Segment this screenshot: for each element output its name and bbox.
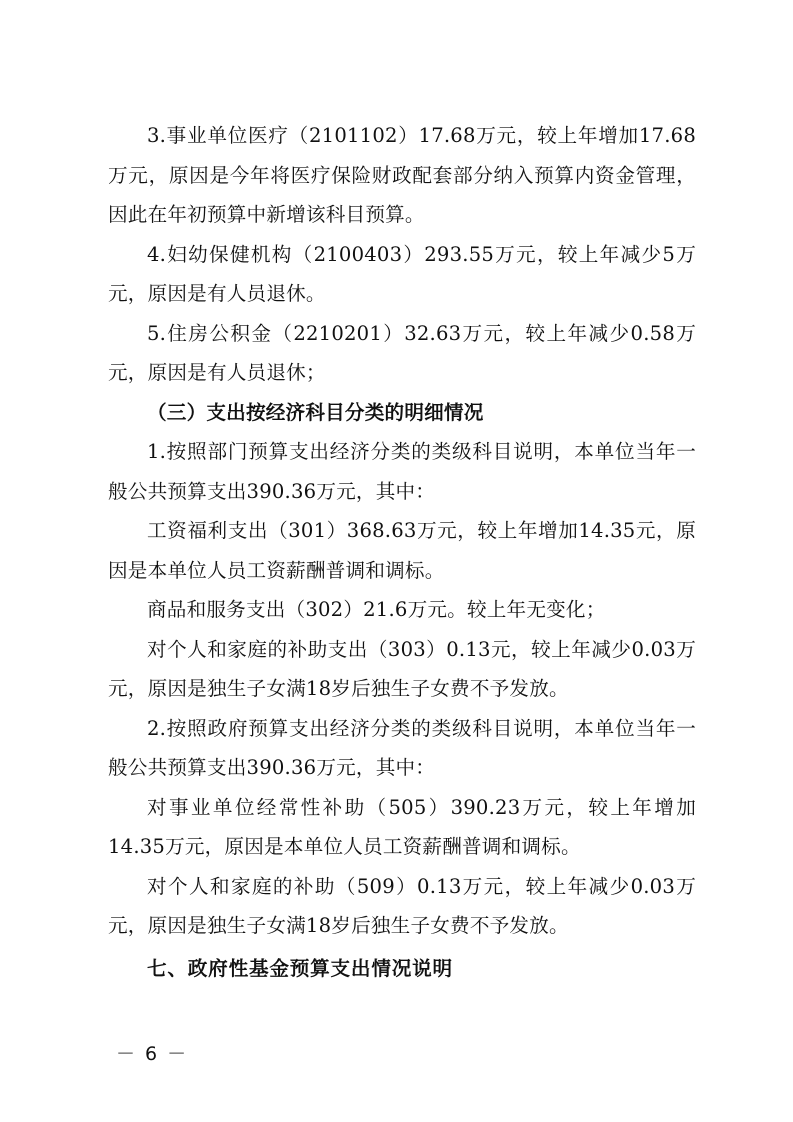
paragraph-medical-institution: 3.事业单位医疗（2101102）17.68万元，较上年增加17.68万元，原因是今年将医疗保险财政配套部分纳入预算内资金管理，因此在年初预算中新增该科目预算。	[108, 124, 696, 226]
paragraph-institution-regular-subsidy: 对事业单位经常性补助（505）390.23万元，较上年增加14.35万元，原因是本单位人员工资薪酬普调和调标。	[108, 795, 696, 858]
paragraph-government-budget-summary: 2.按照政府预算支出经济分类的类级科目说明，本单位当年一般公共预算支出390.36万元，其中：	[108, 716, 696, 779]
paragraph-housing-fund: 5.住房公积金（2210201）32.63万元，较上年减少0.58万元，原因是有人员退休；	[108, 321, 696, 384]
paragraph-goods-services: 商品和服务支出（302）21.6万元。较上年无变化；	[147, 598, 606, 621]
paragraph-personal-family-subsidy: 对个人和家庭的补助支出（303）0.13元，较上年减少0.03万元，原因是独生子女满18岁后独生子女费不予发放。	[108, 637, 696, 700]
paragraph-maternal-child-health: 4.妇幼保健机构（2100403）293.55万元，较上年减少5万元，原因是有人员退休。	[108, 242, 696, 305]
section-heading-government-fund: 七、政府性基金预算支出情况说明	[147, 956, 453, 980]
paragraph-personal-family-subsidy-509: 对个人和家庭的补助（509）0.13万元，较上年减少0.03万元，原因是独生子女满18岁后独生子女费不予发放。	[108, 874, 696, 937]
page-number: － 6 －	[116, 1043, 189, 1065]
section-heading-economic-classification: （三）支出按经济科目分类的明细情况	[147, 400, 484, 424]
paragraph-department-budget-summary: 1.按照部门预算支出经济分类的类级科目说明，本单位当年一般公共预算支出390.36万元，其中：	[108, 440, 696, 503]
paragraph-wages-benefits: 工资福利支出（301）368.63万元，较上年增加14.35元，原因是本单位人员工资薪酬普调和调标。	[108, 519, 696, 582]
document-body	[108, 116, 696, 988]
